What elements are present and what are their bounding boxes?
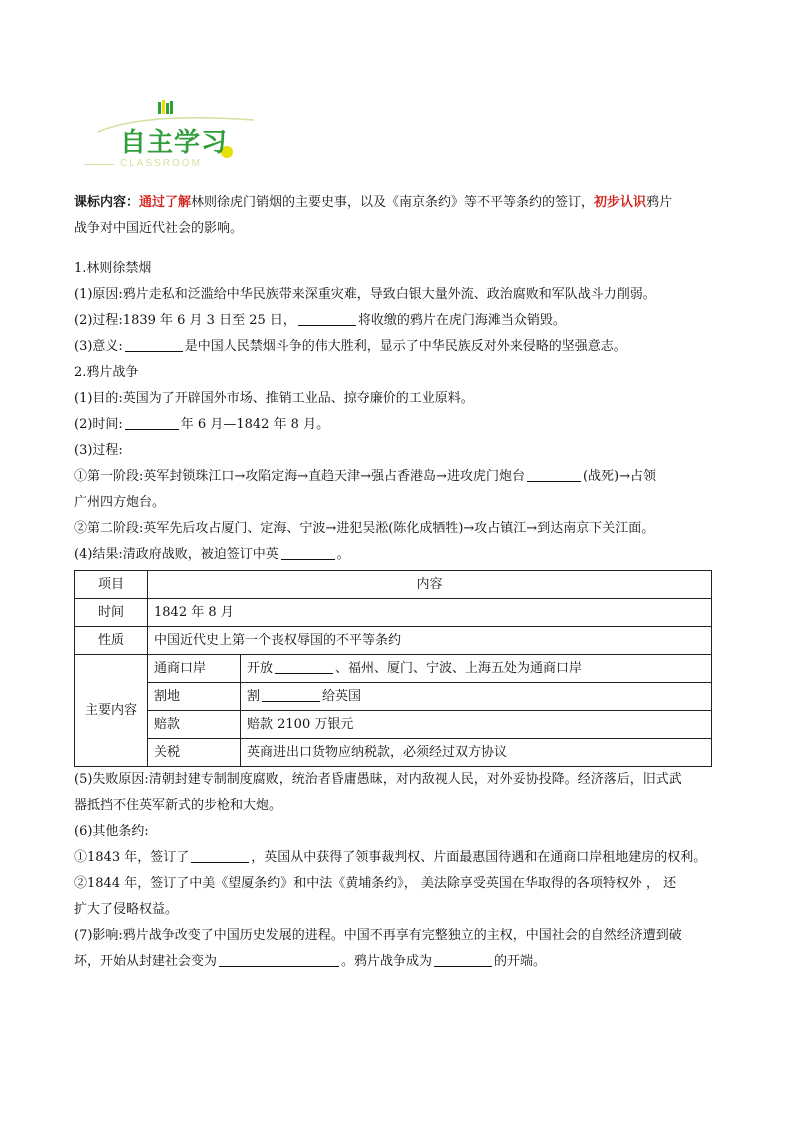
s3-failure: (5)失败原因:清朝封建专制制度腐败，统治者昏庸愚昧，对内敌视人民，对外妥协投降。经济落后，旧式武 xyxy=(74,772,682,787)
s3-treaty-1844-cont: 扩大了侵略权益。 xyxy=(74,902,179,917)
fill-blank[interactable] xyxy=(275,659,333,674)
fill-blank[interactable] xyxy=(527,467,581,482)
sub-label-land: 割地 xyxy=(148,683,241,711)
sub-value-pay: 赔款 2100 万银元 xyxy=(241,711,712,739)
s3-other-heading: (6)其他条约: xyxy=(74,824,149,839)
s1-cause: (1)原因:鸦片走私和泛滥给中华民族带来深重灾难，导致白银大量外流、政治腐败和军队战斗力削弱。 xyxy=(74,287,656,302)
standard-line-2: 战争对中国近代社会的影响。 xyxy=(74,221,244,236)
row-value-time: 1842 年 8 月 xyxy=(148,599,712,627)
fill-blank[interactable] xyxy=(262,687,320,702)
section-2-heading: 2.鸦片战争 xyxy=(74,365,139,380)
row-label-time: 时间 xyxy=(75,599,148,627)
table-header-content: 内容 xyxy=(148,571,712,599)
s3-failure-cont: 器抵挡不住英军新式的步枪和大炮。 xyxy=(74,798,283,813)
logo-subtitle: CLASSROOM xyxy=(120,158,202,169)
s2-stage-2: ②第二阶段:英军先后攻占厦门、定海、宁波→进犯吴淞(陈化成牺牲)→攻占镇江→到达南京下关江面。 xyxy=(74,521,655,536)
logo-divider xyxy=(84,164,114,165)
standard-highlight-2: 初步认识 xyxy=(594,195,647,210)
table-row xyxy=(75,711,712,739)
s2-time: (2)时间: 年 6 月—1842 年 8 月。 xyxy=(74,417,330,432)
sub-label-ports: 通商口岸 xyxy=(148,655,241,683)
sub-label-pay: 赔款 xyxy=(148,711,241,739)
s2-purpose: (1)目的:英国为了开辟国外市场、推销工业品、掠夺廉价的工业原料。 xyxy=(74,391,474,406)
s2-result: (4)结果:清政府战败，被迫签订中英 。 xyxy=(74,547,350,562)
sub-value-land: 割 给英国 xyxy=(241,683,712,711)
standard-label: 课标内容： xyxy=(74,195,140,210)
section-1-heading: 1.林则徐禁烟 xyxy=(74,261,152,276)
s2-process-heading: (3)过程: xyxy=(74,443,123,458)
row-label-main: 主要内容 xyxy=(75,655,148,767)
fill-blank[interactable] xyxy=(125,337,183,352)
standard-line-1 xyxy=(74,190,724,216)
fill-blank[interactable] xyxy=(219,952,339,967)
treaty-table xyxy=(74,570,712,767)
standard-text-1: 林则徐虎门销烟的主要史事，以及《南京条约》等不平等条约的签订， xyxy=(191,195,595,210)
table-row xyxy=(75,599,712,627)
fill-blank[interactable] xyxy=(281,545,335,560)
sub-value-tax: 英商进出口货物应纳税款，必须经过双方协议 xyxy=(241,739,712,767)
s3-treaty-1843: ①1843 年，签订了 ，英国从中获得了领事裁判权、片面最惠国待遇和在通商口岸租地建房的权利。 xyxy=(74,850,707,865)
s2-stage-1: ①第一阶段:英军封锁珠江口→攻陷定海→直趋天津→强占香港岛→进攻虎门炮台 (战死)→占领 xyxy=(74,469,656,484)
s3-impact-cont: 坏，开始从封建社会变为 。鸦片战争成为 的开端。 xyxy=(74,954,547,969)
table-row xyxy=(75,571,712,599)
sub-value-ports: 开放 、福州、厦门、宁波、上海五处为通商口岸 xyxy=(241,655,712,683)
table-row xyxy=(75,683,712,711)
document-body xyxy=(74,190,724,975)
s3-treaty-1844: ②1844 年，签订了中美《望厦条约》和中法《黄埔条约》， 美法除享受英国在华取得的各项特权外 ， 还 xyxy=(74,876,677,891)
row-value-nature: 中国近代史上第一个丧权辱国的不平等条约 xyxy=(148,627,712,655)
fill-blank[interactable] xyxy=(191,848,249,863)
logo-title: 自主学习 xyxy=(120,128,229,158)
table-header-item: 项目 xyxy=(75,571,148,599)
table-row xyxy=(75,739,712,767)
standard-highlight-1: 通过了解 xyxy=(139,195,192,210)
standard-text-2: 鸦片 xyxy=(646,195,673,210)
table-row xyxy=(75,655,712,683)
fill-blank[interactable] xyxy=(298,311,356,326)
table-row xyxy=(75,627,712,655)
fill-blank[interactable] xyxy=(125,415,179,430)
row-label-nature: 性质 xyxy=(75,627,148,655)
s2-stage-1-cont: 广州四方炮台。 xyxy=(74,495,166,510)
s1-process: (2)过程:1839 年 6 月 3 日至 25 日， 将收缴的鸦片在虎门海滩当众销毁。 xyxy=(74,313,566,328)
s1-meaning: (3)意义: 是中国人民禁烟斗争的伟大胜利，显示了中华民族反对外来侵略的坚强意志。 xyxy=(74,339,627,354)
s3-impact: (7)影响:鸦片战争改变了中国历史发展的进程。中国不再享有完整独立的主权，中国社会的自然经济遭到破 xyxy=(74,928,682,943)
fill-blank[interactable] xyxy=(434,952,492,967)
section-logo xyxy=(84,98,264,178)
sub-label-tax: 关税 xyxy=(148,739,241,767)
